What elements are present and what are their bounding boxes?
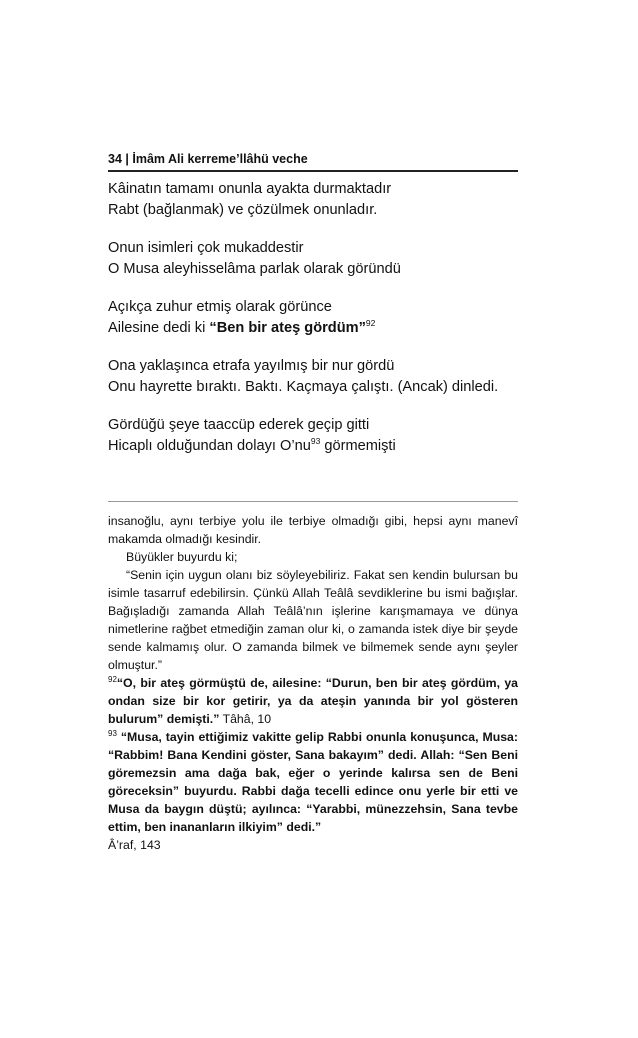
footnote-ref-92: 92 (365, 318, 376, 328)
poem-line: O Musa aleyhisselâma parlak olarak göründü (108, 261, 401, 277)
footnote-paragraph: Büyükler buyurdu ki; (126, 550, 238, 564)
footnote-divider (108, 501, 518, 502)
poem-line: Ona yaklaşınca etrafa yayılmış bir nur gördü (108, 358, 395, 374)
stanza-2 (108, 238, 518, 280)
footnote-quote: “Musa, tayin ettiğimiz vakitte gelip Rabbi onunla konuşunca, Musa: “Rabbim! Bana Kendini göster, Sana bakayım” dedi. Allah: “Sen Beni göremezsin ama dağa bak, eğer o yerinde kalırsa sen de Beni göreceksin” buyurdu. Rabbi dağa tecelli edince onu yerle bir etti ve Musa da baygın düştü; ayılınca: “Yarabbi, münezzehsin, Sana tevbe ettim, ben inananların ilkiyim” dedi.” (108, 730, 518, 834)
footnote-paragraph: “Senin için uygun olanı biz söyleyebiliriz. Fakat sen kendin bulursan bu isimle tasarruf edebilirsin. Çünkü Allah Teâlâ sevdiklerine bu ismi bağışlar. Bağışladığı zamanda Allah Teâlâ’nın işlerine karışmamaya ve dünya nimetlerine rağbet etmediğin zaman olur ki, o zamanda istek diye bir şeyde sende kalmamış olur. O zamanda bilmek ve bilmemek sende aynı şeyler olmuştur.” (108, 568, 518, 672)
footnote-reference: Tâhâ, 10 (219, 712, 272, 726)
header-title: İmâm Ali kerreme’llâhü veche (132, 152, 308, 166)
stanza-3 (108, 297, 518, 339)
poem-line (108, 318, 518, 339)
poem-quote: “Ben bir ateş gördüm” (209, 320, 366, 336)
footnote-continuation: insanoğlu, aynı terbiye yolu ile terbiye olmadığı gibi, hepsi aynı manevî makamda olmadığı kesindir. (108, 514, 518, 546)
header-separator: | (121, 152, 133, 166)
footnote-93 (108, 728, 518, 836)
poem-line: Gördüğü şeye taaccüp ederek geçip gitti (108, 417, 370, 433)
footnote-quote: “O, bir ateş görmüştü de, ailesine: “Durun, ben bir ateş gördüm, ya ondan size bir kor getirir, ya da ateşin yanında bir yol gösteren bulurum” demişti.” (108, 676, 518, 726)
poem-line-text: Ailesine dedi ki (108, 320, 210, 336)
poem-line-text: Hicaplı olduğundan dolayı O’nu (108, 438, 311, 454)
footnotes (108, 512, 518, 854)
poem-line: Onun isimleri çok mukaddestir (108, 240, 304, 256)
footnote-number: 92 (108, 675, 117, 684)
poem-line-text: görmemişti (320, 438, 396, 454)
page-number: 34 (108, 152, 122, 166)
poem-line: Açıkça zuhur etmiş olarak görünce (108, 299, 332, 315)
running-header (108, 151, 518, 172)
poem-line: Onu hayrette bıraktı. Baktı. Kaçmaya çalıştı. (Ancak) dinledi. (108, 379, 499, 395)
poem-line (108, 436, 518, 457)
stanza-5 (108, 415, 518, 457)
footnote-92 (108, 674, 518, 728)
stanza-4 (108, 356, 518, 398)
footnote-number: 93 (108, 729, 117, 738)
footnote-reference: Â’raf, 143 (108, 838, 161, 852)
poem-line: Kâinatın tamamı onunla ayakta durmaktadır (108, 181, 392, 197)
poem-line: Rabt (bağlanmak) ve çözülmek onunladır. (108, 202, 378, 218)
stanza-1 (108, 179, 518, 221)
footnote-ref-93: 93 (310, 436, 321, 446)
poem-body (108, 179, 518, 474)
